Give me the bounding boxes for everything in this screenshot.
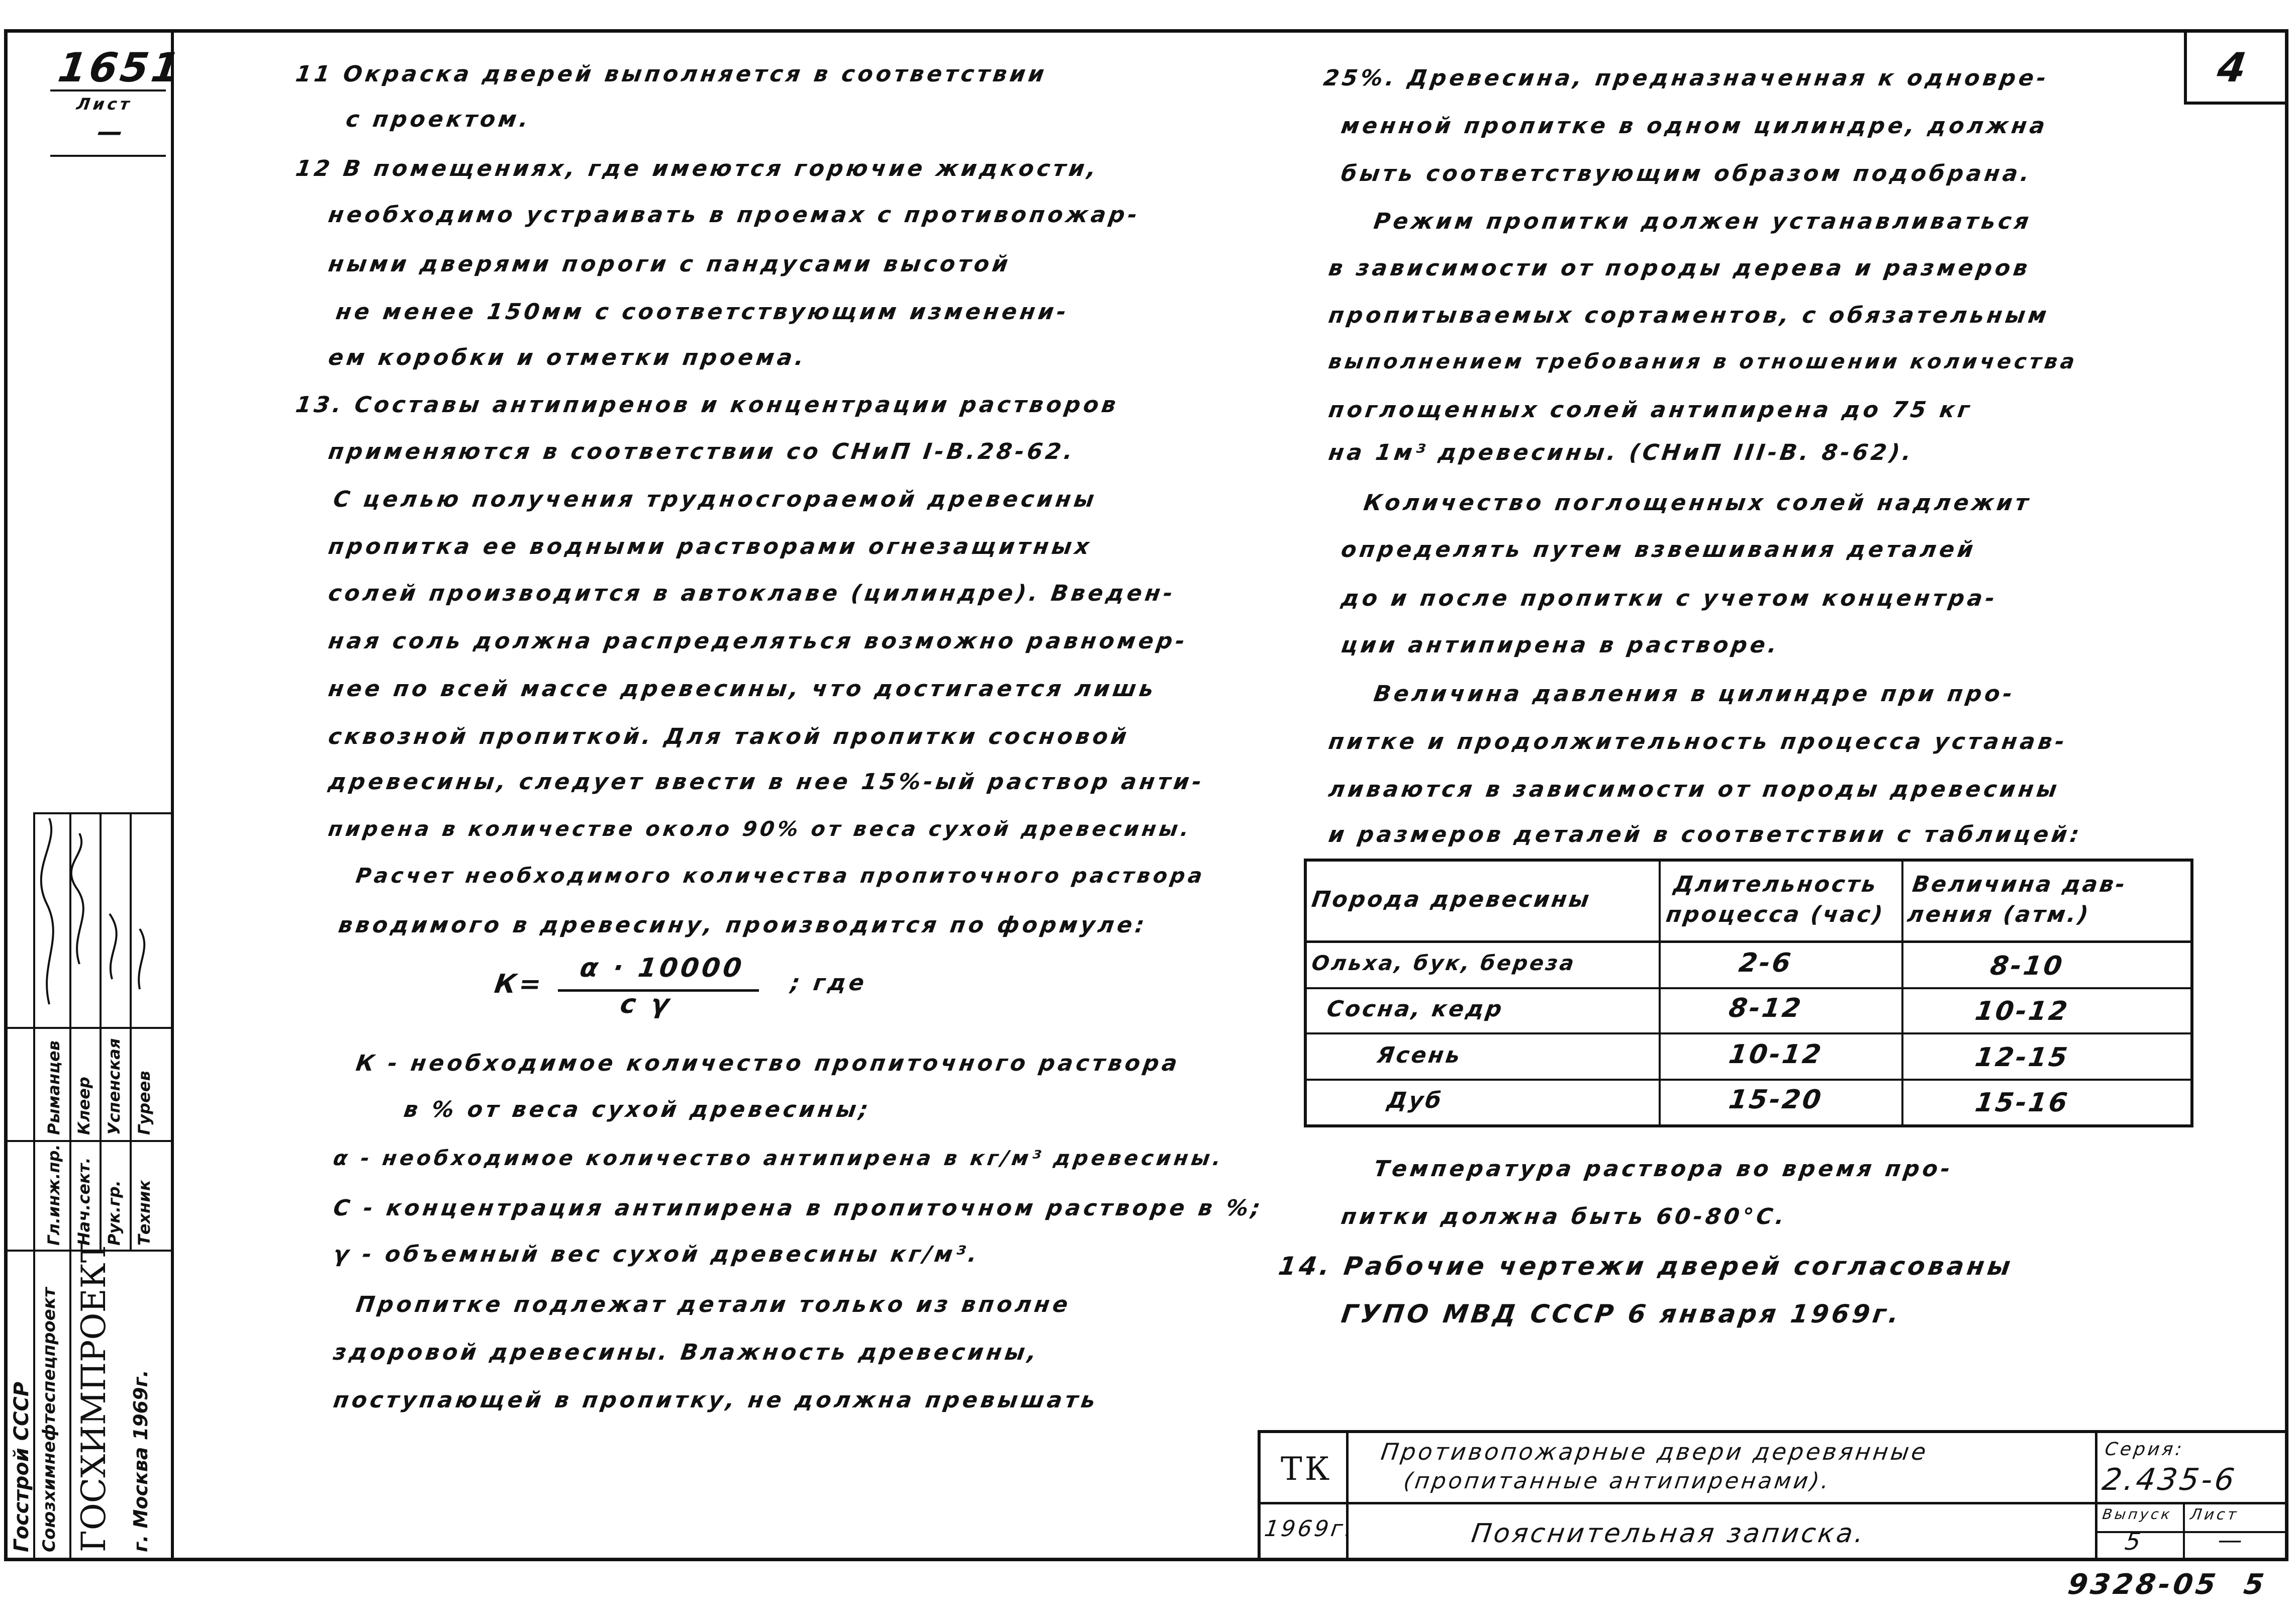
para-13-line3: С целью получения трудносгораемой древесины	[332, 487, 1099, 512]
side-role-1: Гл.инж.пр.	[44, 1144, 63, 1246]
formula-tail: ; где	[789, 970, 869, 996]
para-13-line13: Пропитке подлежат детали только из вполне	[354, 1292, 1073, 1317]
right-line-11: определять путем взвешивания деталей	[1340, 537, 1978, 562]
corner-stamp-sub: Лист	[75, 94, 134, 114]
table-row-4-pressure: 15-16	[1973, 1088, 2071, 1118]
right-line-8: поглощенных солей антипирена до 75 кг	[1327, 397, 1974, 423]
right-line-13: ции антипирена в растворе.	[1340, 632, 1782, 658]
definition-alpha: α - необходимое количество антипирена в кг/м³ древесины.	[332, 1146, 1225, 1170]
right-line-15: питке и продолжительность процесса устанав-	[1327, 729, 2069, 754]
title-block-org-code: ТК	[1281, 1451, 1332, 1488]
table-row-2-pressure: 10-12	[1973, 996, 2071, 1026]
table-row-4-species: Дуб	[1385, 1088, 1445, 1113]
right-line-10: Количество поглощенных солей надлежит	[1362, 490, 2033, 516]
title-block	[1258, 1430, 2288, 1561]
formula-denominator: с γ	[618, 989, 674, 1019]
para-13-line12: вводимого в древесину, производится по формуле:	[337, 912, 1149, 938]
right-line-16: ливаются в зависимости от породы древесины	[1327, 777, 2062, 802]
side-name-4: Гуреев	[135, 1071, 154, 1135]
footer-page-number: 5	[2242, 1568, 2269, 1601]
title-block-series-value: 2.435-6	[2100, 1462, 2239, 1497]
title-block-subtitle: Пояснительная записка.	[1469, 1519, 1868, 1549]
table-header-pressure-1: Величина дав-	[1910, 872, 2129, 897]
definition-c: С - концентрация антипирена в пропиточном растворе в %;	[332, 1195, 1265, 1221]
side-name-3: Успенская	[105, 1038, 124, 1135]
para-13-line4: пропитка ее водными растворами огнезащитных	[327, 534, 1094, 559]
signature-marks	[19, 813, 170, 1024]
sheet-number-box	[2184, 29, 2288, 105]
right-line-21: ГУПО МВД СССР 6 января 1969г.	[1340, 1299, 1904, 1329]
table-row-1-pressure: 8-10	[1988, 951, 2066, 981]
title-block-sheet-label: Лист	[2189, 1506, 2240, 1524]
table-row-4-duration: 15-20	[1727, 1085, 1825, 1115]
side-role-4: Техник	[135, 1180, 154, 1246]
definition-gamma: γ - объемный вес сухой древесины кг/м³.	[332, 1242, 982, 1267]
table-header-duration-2: процесса (час)	[1664, 902, 1886, 927]
right-line-3: быть соответствующим образом подобрана.	[1340, 161, 2034, 186]
right-line-12: до и после пропитки с учетом концентра-	[1340, 586, 1999, 611]
para-11-line2: с проектом.	[344, 107, 533, 132]
side-org-3: ГОСХИМПРОЕКТ	[74, 1241, 113, 1552]
para-13-line5: солей производится в автоклаве (цилиндре). Введен-	[327, 581, 1178, 606]
title-block-sheet-value: —	[2216, 1526, 2247, 1554]
right-line-18: Температура раствора во время про-	[1372, 1156, 1955, 1182]
para-12-line3: ными дверями пороги с пандусами высотой	[327, 251, 1013, 277]
right-line-4: Режим пропитки должен устанавливаться	[1372, 209, 2034, 234]
title-block-title-line1: Противопожарные двери деревянные	[1379, 1438, 1931, 1465]
table-row-1-duration: 2-6	[1737, 948, 1795, 978]
right-line-6: пропитываемых сортаментов, с обязательным	[1327, 303, 2051, 328]
table-row-3-species: Ясень	[1375, 1042, 1464, 1068]
right-line-7: выполнением требования в отношении количества	[1327, 349, 2079, 373]
para-13-line14: здоровой древесины. Влажность древесины,	[332, 1340, 1041, 1365]
table-header-species: Порода древесины	[1310, 887, 1593, 912]
para-11-line1: 11 Окраска дверей выполняется в соответствии	[294, 61, 1049, 87]
para-13-line11: Расчет необходимого количества пропиточного раствора	[354, 864, 1207, 888]
formula-numerator: α · 10000	[578, 953, 747, 983]
right-line-2: менной пропитке в одном цилиндре, должна	[1340, 113, 2050, 139]
side-name-1: Рыманцев	[44, 1040, 63, 1135]
right-line-19: питки должна быть 60-80°С.	[1340, 1204, 1789, 1229]
right-line-1: 25%. Древесина, предназначенная к одновре-	[1322, 65, 2051, 91]
title-block-title-line2: (пропитанные антипиренами).	[1402, 1468, 1833, 1494]
para-13-line8: сквозной пропиткой. Для такой пропитки сосновой	[327, 724, 1131, 749]
table-header-pressure-2: ления (атм.)	[1905, 902, 2092, 927]
side-org-1: Госстрой СССР	[10, 1381, 33, 1552]
table-row-2-species: Сосна, кедр	[1325, 996, 1506, 1022]
right-line-5: в зависимости от породы дерева и размеров	[1327, 255, 2032, 281]
para-12-line4: не менее 150мм с соответствующим изменени-	[334, 299, 1071, 325]
table-row-2-duration: 8-12	[1727, 993, 1805, 1023]
para-13-line10: пирена в количестве около 90% от веса сухой древесины.	[327, 817, 1194, 841]
sheet-number: 4	[2215, 44, 2252, 91]
side-stamp	[4, 29, 171, 1561]
title-block-issue-label: Выпуск	[2101, 1506, 2173, 1523]
para-13-line6: ная соль должна распределяться возможно равномер-	[327, 628, 1190, 654]
definition-k-line2: в % от веса сухой древесины;	[402, 1097, 873, 1122]
para-13-line2: применяются в соответствии со СНиП I-В.28-62.	[327, 439, 1078, 464]
corner-stamp-dash: —	[95, 117, 128, 146]
definition-k-line1: К - необходимое количество пропиточного раствора	[354, 1051, 1182, 1076]
table-row-3-duration: 10-12	[1727, 1039, 1825, 1070]
side-role-2: Нач.сект.	[74, 1157, 93, 1246]
table-header-duration-1: Длительность	[1672, 872, 1880, 897]
side-city: г. Москва 1969г.	[130, 1370, 152, 1552]
formula-lhs: К=	[493, 969, 546, 999]
table-row-1-species: Ольха, бук, береза	[1310, 951, 1578, 975]
corner-stamp-number: 1651	[55, 44, 186, 91]
side-name-2: Клеер	[74, 1077, 93, 1135]
title-block-issue-value: 5	[2123, 1528, 2145, 1556]
right-line-14: Величина давления в цилиндре при про-	[1372, 681, 2017, 707]
right-line-17: и размеров деталей в соответствии с таблицей:	[1327, 822, 2084, 847]
para-12-line1: 12 В помещениях, где имеются горючие жидкости,	[294, 156, 1101, 181]
table-row-3-pressure: 12-15	[1973, 1042, 2071, 1073]
para-13-line1: 13. Составы антипиренов и концентрации растворов	[294, 392, 1121, 418]
impregnation-table	[1304, 859, 2193, 1127]
para-13-line9: древесины, следует ввести в нее 15%-ый раствор анти-	[327, 769, 1206, 795]
para-12-line2: необходимо устраивать в проемах с противопожар-	[327, 202, 1142, 228]
para-13-line7: нее по всей массе древесины, что достигается лишь	[327, 676, 1158, 702]
para-12-line5: ем коробки и отметки проема.	[327, 345, 809, 370]
para-13-line15: поступающей в пропитку, не должна превышать	[332, 1387, 1100, 1413]
title-block-series-label: Серия:	[2103, 1439, 2186, 1460]
right-line-9: на 1м³ древесины. (СНиП III-В. 8-62).	[1327, 440, 1916, 465]
side-role-3: Рук.гр.	[105, 1180, 124, 1246]
footer-doc-code: 9328-05	[2066, 1568, 2221, 1601]
title-block-year: 1969г.	[1263, 1516, 1357, 1542]
side-org-2: Союзхимнефтеспецпроект	[39, 1287, 59, 1552]
right-line-20: 14. Рабочие чертежи дверей согласованы	[1277, 1252, 2016, 1281]
